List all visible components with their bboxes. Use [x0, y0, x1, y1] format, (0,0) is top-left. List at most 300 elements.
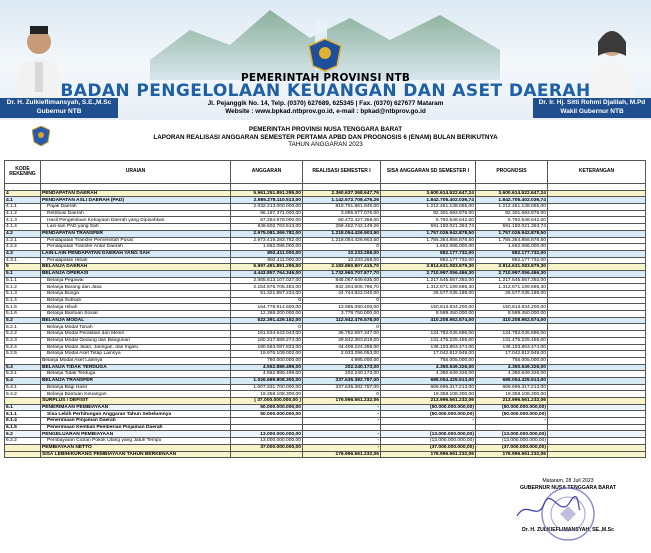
uraian-cell: Pajak Daerah — [41, 204, 231, 211]
anggaran-cell: 13.000.000.000,00 — [231, 431, 303, 438]
anggaran-cell: 2.975.081.369.782,00 — [231, 230, 303, 237]
kode-cell: 5.2.2 — [5, 331, 41, 338]
keterangan-cell — [548, 317, 646, 324]
kode-cell: 5.2 — [5, 317, 41, 324]
keterangan-cell — [548, 451, 646, 458]
realisasi-cell: 36.752.597.347,00 — [303, 331, 381, 338]
realisasi-cell: - — [303, 418, 381, 425]
uraian-cell: SISA LEBIH/KURANG PEMBIAYAAN TAHUN BERKENAAN — [41, 451, 231, 458]
prognosis-cell: (13.000.000.000,00) — [476, 431, 548, 438]
uraian-cell: Penerimaan Pinjaman Daerah — [41, 418, 231, 425]
anggaran-cell: 522.391.429.152,00 — [231, 317, 303, 324]
table-row — [5, 284, 646, 291]
prognosis-cell: 1.312.671.199.686,30 — [476, 284, 548, 291]
keterangan-cell — [548, 291, 646, 298]
sisa-cell: 124.782.045.696,00 — [381, 331, 476, 338]
report-fiscal-year: TAHUN ANGGARAN 2023 — [288, 141, 363, 149]
anggaran-cell: 2.032.213.000.000,00 — [231, 204, 303, 211]
realisasi-cell — [303, 184, 381, 191]
anggaran-cell: 51.321.857.234,00 — [231, 291, 303, 298]
keterangan-cell — [548, 398, 646, 405]
realisasi-cell: 0 — [303, 244, 381, 251]
keterangan-cell — [548, 250, 646, 257]
uraian-cell: Lain-lain PAD yang Sah — [41, 224, 231, 231]
anggaran-cell — [231, 424, 303, 431]
kode-cell: 4.1 — [5, 197, 41, 204]
realisasi-cell: 44.409.224.359,00 — [303, 344, 381, 351]
uraian-cell: PENGELUARAN PEMBIAYAAN — [41, 431, 231, 438]
sisa-cell: 882.177.732,00 — [381, 250, 476, 257]
realisasi-cell: 28.842.363.819,00 — [303, 337, 381, 344]
vice-governor-role: Wakil Gubernur NTB — [560, 108, 624, 115]
uraian-cell: PENDAPATAN DAERAH — [41, 190, 231, 197]
realisasi-cell: 176.996.561.232,06 — [303, 398, 381, 405]
sisa-cell: 1.217.545.557.392,00 — [381, 277, 476, 284]
prognosis-cell: - — [476, 418, 548, 425]
uraian-cell: BELANJA DAERAH — [41, 264, 231, 271]
kode-cell: 4.3.1 — [5, 257, 41, 264]
anggaran-cell: 67.264.976.000,00 — [231, 217, 303, 224]
table-row — [5, 291, 646, 298]
anggaran-cell: 2.154.975.705.483,00 — [231, 284, 303, 291]
uraian-cell: Belanja Pegawai — [41, 277, 231, 284]
realisasi-cell: 842.304.505.796,70 — [303, 284, 381, 291]
sisa-cell — [381, 424, 476, 431]
uraian-cell: PENDAPATAN ASLI DAERAH (PAD) — [41, 197, 231, 204]
prognosis-cell: 6.792.548.642,00 — [476, 217, 548, 224]
table-row — [5, 210, 646, 217]
table-row — [5, 277, 646, 284]
kode-cell: 5.4.1 — [5, 384, 41, 391]
header-prognosis: PROGNOSIS — [476, 161, 548, 184]
realisasi-cell: 1.218.054.426.903,50 — [303, 237, 381, 244]
anggaran-cell: 0 — [231, 324, 303, 331]
prognosis-cell: 1.217.545.557.392,00 — [476, 277, 548, 284]
anggaran-cell: 4.552.889.499,00 — [231, 371, 303, 378]
prognosis-cell: 882.177.732,00 — [476, 257, 548, 264]
kode-cell: 4 — [5, 190, 41, 197]
sisa-cell: 3.600.614.522.647,24 — [381, 190, 476, 197]
sisa-cell: 2.710.997.056.466,30 — [381, 270, 476, 277]
sisa-cell: 410.208.952.574,00 — [381, 317, 476, 324]
header-anggaran: ANGGARAN — [231, 161, 303, 184]
anggaran-cell: 96.197.371.000,00 — [231, 210, 303, 217]
keterangan-cell — [548, 324, 646, 331]
realisasi-cell: 0 — [303, 324, 381, 331]
table-row — [5, 257, 646, 264]
prognosis-cell: 689.054.425.513,00 — [476, 377, 548, 384]
keterangan-cell — [548, 357, 646, 364]
sisa-cell: 1.312.671.199.686,30 — [381, 284, 476, 291]
table-row — [5, 184, 646, 191]
anggaran-cell: 892.411.000,00 — [231, 257, 303, 264]
table-row — [5, 230, 646, 237]
uraian-cell: PENERIMAAN PEMBIAYAAN — [41, 404, 231, 411]
table-row — [5, 224, 646, 231]
kode-cell: 5.1.6 — [5, 311, 41, 318]
sisa-cell: 6.792.548.642,00 — [381, 217, 476, 224]
uraian-cell: Retribusi Daerah — [41, 210, 231, 217]
uraian-cell: BELANJA TIDAK TERDUGA — [41, 364, 231, 371]
anggaran-cell: 4.443.857.764.346,00 — [231, 270, 303, 277]
kode-cell: 4.2.1 — [5, 237, 41, 244]
keterangan-cell — [548, 391, 646, 398]
realisasi-cell: 202.240.173,00 — [303, 364, 381, 371]
kode-cell: 5.2.3 — [5, 337, 41, 344]
realisasi-cell: 176.996.561.232,06 — [303, 451, 381, 458]
uraian-cell: Pembayaran Cicilan Pokok Utang yang Jatuh Tempo — [41, 438, 231, 445]
sisa-cell: 1.757.026.942.878,50 — [381, 230, 476, 237]
sisa-cell: - — [381, 418, 476, 425]
realisasi-cell: 848.067.649.635,00 — [303, 277, 381, 284]
anggaran-cell: 50.000.000.000,00 — [231, 411, 303, 418]
keterangan-cell — [548, 217, 646, 224]
prognosis-cell: 410.208.952.574,00 — [476, 317, 548, 324]
table-row — [5, 431, 646, 438]
sisa-cell: 1.755.364.856.878,50 — [381, 237, 476, 244]
kode-cell: 6.1 — [5, 404, 41, 411]
sisa-cell: 150.813.834.200,00 — [381, 304, 476, 311]
realisasi-cell: 4.995.000,00 — [303, 357, 381, 364]
uraian-cell: Belanja Barang dan Jasa — [41, 284, 231, 291]
prognosis-cell: 213.996.561.232,06 — [476, 398, 548, 405]
keterangan-cell — [548, 297, 646, 304]
realisasi-cell: 202.240.173,00 — [303, 371, 381, 378]
table-row — [5, 438, 646, 445]
table-row — [5, 204, 646, 211]
realisasi-cell: - — [303, 431, 381, 438]
sisa-cell: 136.153.863.474,00 — [381, 344, 476, 351]
table-row — [5, 418, 646, 425]
uraian-cell: Belanja Modal Aset Tetap Lainnya — [41, 351, 231, 358]
sisa-cell: 1.212.461.138.055,00 — [381, 204, 476, 211]
sisa-cell: 26.577.035.188,00 — [381, 291, 476, 298]
anggaran-cell: 180.563.087.833,00 — [231, 344, 303, 351]
kode-cell: 4.2.2 — [5, 244, 41, 251]
uraian-cell: Belanja Bunga — [41, 291, 231, 298]
kode-cell: 5.3.1 — [5, 371, 41, 378]
kode-cell — [5, 451, 41, 458]
realisasi-cell: 0 — [303, 297, 381, 304]
kode-cell: 5.2.4 — [5, 344, 41, 351]
prognosis-cell: 26.577.035.188,00 — [476, 291, 548, 298]
prognosis-cell: (37.000.000.000,00) — [476, 444, 548, 451]
uraian-cell: Belanja Modal Peralatan dan Mesin — [41, 331, 231, 338]
kode-cell — [5, 184, 41, 191]
anggaran-cell: 1.026.689.808.300,00 — [231, 377, 303, 384]
sisa-cell — [381, 324, 476, 331]
kode-cell: 6.2 — [5, 431, 41, 438]
realisasi-cell: 112.942.476.578,00 — [303, 317, 381, 324]
prognosis-cell — [476, 324, 548, 331]
uraian-cell: LAIN-LAIN PENDAPATAN DAERAH YANG SAH — [41, 250, 231, 257]
table-row — [5, 424, 646, 431]
realisasi-cell: 337.635.382.787,00 — [303, 384, 381, 391]
report-heading — [0, 126, 651, 149]
uraian-cell: Pendapatan Hibah — [41, 257, 231, 264]
sisa-cell: 176.996.561.232,06 — [381, 451, 476, 458]
keterangan-cell — [548, 444, 646, 451]
anggaran-cell — [231, 184, 303, 191]
keterangan-cell — [548, 197, 646, 204]
realisasi-cell: - — [303, 411, 381, 418]
keterangan-cell — [548, 331, 646, 338]
table-row — [5, 311, 646, 318]
kode-cell: 4.1.1 — [5, 204, 41, 211]
prognosis-cell: 4.350.649.326,00 — [476, 371, 548, 378]
uraian-cell: Penerimaan Kembali Pemberian Pinjaman Daerah — [41, 424, 231, 431]
table-row — [5, 197, 646, 204]
anggaran-cell: 849.602.763.513,00 — [231, 224, 303, 231]
prognosis-cell: 176.996.561.232,06 — [476, 451, 548, 458]
realisasi-cell: 1.218.054.426.903,50 — [303, 230, 381, 237]
table-row — [5, 344, 646, 351]
anggaran-cell: 164.778.914.600,00 — [231, 304, 303, 311]
table-row — [5, 217, 646, 224]
table-row — [5, 250, 646, 257]
uraian-cell: PENDAPATAN TRANSFER — [41, 230, 231, 237]
prognosis-cell — [476, 424, 548, 431]
uraian-cell: Belanja Modal Tanah — [41, 324, 231, 331]
kode-cell: 6.1.1 — [5, 411, 41, 418]
table-row — [5, 404, 646, 411]
province-title: PEMERINTAH PROVINSI NTB — [240, 72, 411, 84]
keterangan-cell — [548, 371, 646, 378]
prognosis-cell: 124.782.045.696,00 — [476, 331, 548, 338]
keterangan-cell — [548, 270, 646, 277]
anggaran-cell: 1.662.086.000,00 — [231, 244, 303, 251]
prognosis-cell: 131.475.225.455,00 — [476, 337, 548, 344]
prognosis-cell: 1.662.086.000,00 — [476, 244, 548, 251]
table-body — [5, 184, 646, 458]
sisa-cell: 689.054.425.513,00 — [381, 377, 476, 384]
prognosis-cell: 1.212.461.138.055,00 — [476, 204, 548, 211]
prognosis-cell: 136.153.863.474,00 — [476, 344, 548, 351]
prognosis-cell: 4.350.649.326,00 — [476, 364, 548, 371]
keterangan-cell — [548, 277, 646, 284]
realisasi-cell: 819.751.861.945,00 — [303, 204, 381, 211]
realisasi-cell: 2.360.637.368.647,76 — [303, 190, 381, 197]
anggaran-cell: 892.411.000,00 — [231, 250, 303, 257]
keterangan-cell — [548, 431, 646, 438]
prognosis-cell: 1.842.705.402.036,74 — [476, 197, 548, 204]
uraian-cell: Pendapatan Transfer Antar Daerah — [41, 244, 231, 251]
anggaran-cell: 37.000.000.000,00 — [231, 444, 303, 451]
kode-cell: 4.1.3 — [5, 217, 41, 224]
keterangan-cell — [548, 204, 646, 211]
kode-cell: 5.3 — [5, 364, 41, 371]
prognosis-cell — [476, 184, 548, 191]
prognosis-cell: 2.710.997.056.466,30 — [476, 270, 548, 277]
realisasi-cell — [303, 424, 381, 431]
table-row — [5, 337, 646, 344]
prognosis-cell: 17.042.812.949,00 — [476, 351, 548, 358]
uraian-cell: Belanja Modal Gedung dan Bangunan — [41, 337, 231, 344]
vice-governor-name: Dr. Ir. Hj. Sitti Rohmi Djalilah, M.Pd — [538, 99, 646, 106]
budget-realization-table — [4, 160, 646, 458]
uraian-cell: Belanja Tidak Terduga — [41, 371, 231, 378]
keterangan-cell — [548, 311, 646, 318]
anggaran-cell: 50.000.000.000,00 — [231, 404, 303, 411]
keterangan-cell — [548, 411, 646, 418]
kode-cell: 4.3 — [5, 250, 41, 257]
uraian-cell: Belanja Hibah — [41, 304, 231, 311]
anggaran-cell: 2.973.419.283.782,00 — [231, 237, 303, 244]
table-row — [5, 411, 646, 418]
table-row — [5, 270, 646, 277]
table-header-row — [5, 161, 646, 184]
realisasi-cell: - — [303, 438, 381, 445]
keterangan-cell — [548, 190, 646, 197]
prognosis-cell: 669.696.317.213,00 — [476, 384, 548, 391]
kode-cell — [5, 398, 41, 405]
uraian-cell: Belanja Bantuan Keuangan — [41, 391, 231, 398]
table-row — [5, 190, 646, 197]
sisa-cell: (50.000.000.000,00) — [381, 404, 476, 411]
prognosis-cell: 92.301.693.976,00 — [476, 210, 548, 217]
sisa-cell: 882.177.732,00 — [381, 257, 476, 264]
table-row — [5, 324, 646, 331]
kode-cell: 5.1.5 — [5, 304, 41, 311]
kode-cell: 5.1.2 — [5, 284, 41, 291]
header-uraian: URAIAN — [41, 161, 231, 184]
uraian-cell: Belanja Modal Jalan, Jaringan, dan Irigasi — [41, 344, 231, 351]
realisasi-cell: 1.732.960.707.877,70 — [303, 270, 381, 277]
table-row — [5, 371, 646, 378]
realisasi-cell: - — [303, 404, 381, 411]
anggaran-cell: 0 — [231, 297, 303, 304]
realisasi-cell: 13.965.080.400,00 — [303, 304, 381, 311]
uraian-cell: BELANJA MODAL — [41, 317, 231, 324]
anggaran-cell: 19.358.108.300,00 — [231, 391, 303, 398]
table-row — [5, 264, 646, 271]
realisasi-cell: 3.778.750.000,00 — [303, 311, 381, 318]
realisasi-cell: 10.233.268,00 — [303, 250, 381, 257]
table-row — [5, 244, 646, 251]
kode-cell: 5.4.2 — [5, 391, 41, 398]
handwritten-signature — [512, 494, 582, 524]
keterangan-cell — [548, 304, 646, 311]
sisa-cell: 92.301.693.976,00 — [381, 210, 476, 217]
keterangan-cell — [548, 264, 646, 271]
header-kode: KODE REKENING — [5, 161, 41, 184]
address-line-1: Jl. Pejanggik No. 14, Telp. (0370) 627689, 625345 | Fax. (0370) 627677 Mataram — [207, 100, 444, 107]
realisasi-cell: - — [303, 444, 381, 451]
anggaran-cell: ( 37.000.000.000,00 ) — [231, 398, 303, 405]
keterangan-cell — [548, 424, 646, 431]
report-title: LAPORAN REALISASI ANGGARAN SEMESTER PERTAMA APBD DAN PROGNOSIS 6 (ENAM) BULAN BERIKUTNYA — [153, 133, 498, 141]
sisa-cell — [381, 184, 476, 191]
table-row — [5, 398, 646, 405]
kode-cell: 6.1.5 — [5, 424, 41, 431]
uraian-cell: Belanja Subsidi — [41, 297, 231, 304]
uraian-cell: SURPLUS / DEFISIT — [41, 398, 231, 405]
kode-cell — [5, 444, 41, 451]
prognosis-cell: 882.177.732,00 — [476, 250, 548, 257]
uraian-cell: Belanja Modal Aset Lainnya — [41, 357, 231, 364]
table-row — [5, 444, 646, 451]
table-row — [5, 357, 646, 364]
anggaran-cell: 760.000.000,00 — [231, 357, 303, 364]
keterangan-cell — [548, 418, 646, 425]
realisasi-cell: 10.233.268,00 — [303, 257, 381, 264]
governor-name: Dr. H. Zulkieflimansyah, S.E.,M.Sc — [6, 99, 112, 106]
sisa-cell: 1.662.086.000,00 — [381, 244, 476, 251]
table-row — [5, 237, 646, 244]
sisa-cell: 8.589.450.000,00 — [381, 311, 476, 318]
realisasi-cell: 337.635.382.787,00 — [303, 377, 381, 384]
table-row — [5, 384, 646, 391]
prognosis-cell: (50.000.000.000,00) — [476, 404, 548, 411]
anggaran-cell: 160.317.589.274,00 — [231, 337, 303, 344]
keterangan-cell — [548, 351, 646, 358]
anggaran-cell: 19.976.109.002,00 — [231, 351, 303, 358]
agency-address — [0, 100, 651, 116]
kode-cell — [5, 357, 41, 364]
header-keterangan: KETERANGAN — [548, 161, 646, 184]
kode-cell: 6.2.2 — [5, 438, 41, 445]
header-sisa: SISA ANGGARAN SD SEMESTER I — [381, 161, 476, 184]
table-row — [5, 364, 646, 371]
realisasi-cell: 0 — [303, 391, 381, 398]
kode-cell: 5.1.3 — [5, 291, 41, 298]
sisa-cell: 19.358.108.300,00 — [381, 391, 476, 398]
table-row — [5, 451, 646, 458]
anggaran-cell: 12.368.200.000,00 — [231, 311, 303, 318]
prognosis-cell — [476, 297, 548, 304]
table-row — [5, 331, 646, 338]
kode-cell: 4.2 — [5, 230, 41, 237]
prognosis-cell: (50.000.000.000,00) — [476, 411, 548, 418]
table-row — [5, 297, 646, 304]
realisasi-cell: 2.183.860.807.415,70 — [303, 264, 381, 271]
anggaran-cell — [231, 418, 303, 425]
prognosis-cell: 1.757.026.942.878,50 — [476, 230, 548, 237]
kode-cell: 4.1.4 — [5, 224, 41, 231]
keterangan-cell — [548, 257, 646, 264]
prognosis-cell: 19.358.108.300,00 — [476, 391, 548, 398]
kode-cell: 5 — [5, 264, 41, 271]
anggaran-cell: 5.997.491.891.295,00 — [231, 264, 303, 271]
sisa-cell — [381, 297, 476, 304]
table-row — [5, 317, 646, 324]
realisasi-cell: 24.744.822.046,00 — [303, 291, 381, 298]
uraian-cell: PEMBIAYAAN NETTO — [41, 444, 231, 451]
header-banner — [0, 0, 651, 120]
sisa-cell: 669.696.317.213,00 — [381, 384, 476, 391]
realisasi-cell: 258.452.742.149,26 — [303, 224, 381, 231]
signature-title: GUBERNUR NUSA TENGGARA BARAT — [519, 484, 617, 491]
uraian-cell: Hasil Pengelolaan Kekayaan Daerah yang Dipisahkan — [41, 217, 231, 224]
prognosis-cell: 591.150.021.363,74 — [476, 224, 548, 231]
kode-cell: 4.1.2 — [5, 210, 41, 217]
keterangan-cell — [548, 438, 646, 445]
kode-cell: 6.1.4 — [5, 418, 41, 425]
sisa-cell: (13.000.000.000,00) — [381, 431, 476, 438]
keterangan-cell — [548, 237, 646, 244]
anggaran-cell: 2.065.613.107.027,00 — [231, 277, 303, 284]
keterangan-cell — [548, 344, 646, 351]
sisa-cell: (37.000.000.000,00) — [381, 444, 476, 451]
anggaran-cell: 5.961.251.891.295,00 — [231, 190, 303, 197]
anggaran-cell: 13.000.000.000,00 — [231, 438, 303, 445]
agency-title: BADAN PENGELOLAAN KEUANGAN DAN ASET DAERAH — [60, 81, 591, 101]
sisa-cell: (50.000.000.000,00) — [381, 411, 476, 418]
keterangan-cell — [548, 337, 646, 344]
keterangan-cell — [548, 377, 646, 384]
anggaran-cell: 1.007.331.700.000,00 — [231, 384, 303, 391]
uraian-cell: Pendapatan Transfer Pemerintah Pusat — [41, 237, 231, 244]
